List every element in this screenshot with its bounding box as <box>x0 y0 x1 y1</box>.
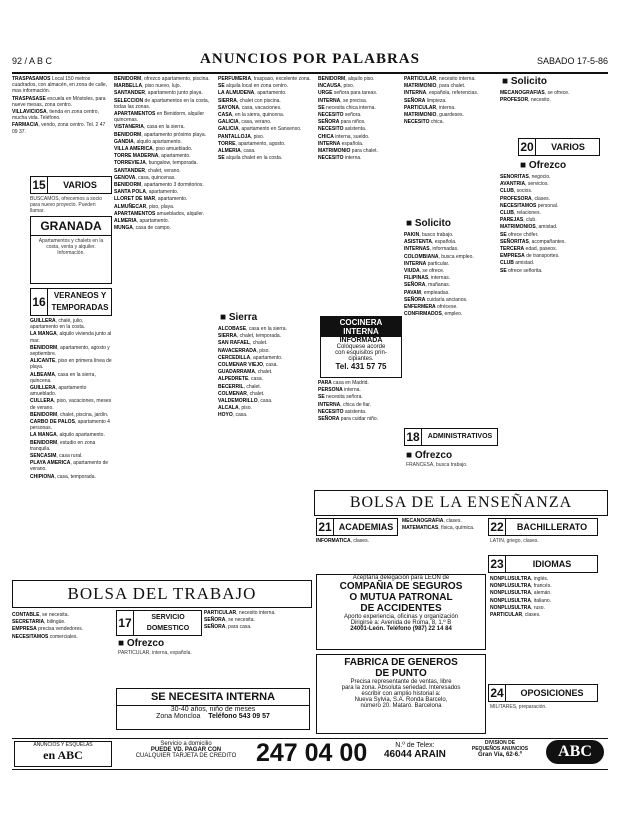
subhead-ofrezco-1: ■ Ofrezco <box>406 450 452 461</box>
section-number: 24 <box>489 685 506 701</box>
section-label: VERANEOS Y TEMPORADAS <box>51 291 109 312</box>
section-number: 22 <box>489 519 506 535</box>
ad-cocinera-line1: INFORMADA <box>339 337 383 344</box>
page-footer <box>12 738 608 770</box>
academias-text: INFORMATICA, clases. <box>316 538 369 544</box>
column-4: BENIDORM, alquilo piso. INCAUSA, piso. URGE señora para tareas. INTERNA, se precisa. SE necesita chica interna. NECESITO señora. SEÑORA para niños. NECESITO asistenta. CHICA interna, sueldo. INTERNA española. MATRIMONIO para chalet. NECESITO interna. <box>318 76 378 162</box>
footer-phone: 247 04 00 <box>256 739 368 767</box>
page-date: SABADO 17-5-86 <box>536 56 608 66</box>
mecanografia-text: MECANOGRAFIA, clases. MATEMATICAS, física, química. <box>402 518 475 532</box>
subhead-solicito-2: ■ Solicito <box>502 76 547 87</box>
column-5-lower: PAKIN, busco trabajo. ASISTENTA, española. INTERNAS, informadas. COLOMBIANA, busca empleo. INTERNA particular. VIUDA, se ofrece. FILIPINAS, internas. SEÑORA, mañanas. PAVAM, empleadas. SEÑORA cuidaría ancianos. ENFERMERA ofrécese. CONFIRMADOS, empleo. <box>404 232 474 318</box>
section-label: ADMINISTRATIVOS <box>427 433 493 440</box>
ad-cocinera <box>320 316 402 378</box>
section-21-academias <box>316 518 398 536</box>
ad-text-block: BUSCAMOS, ofrecemos a socio para nuevo proyecto. Pueden llamar. <box>30 196 102 214</box>
section-22-bachillerato <box>488 518 598 536</box>
page-header <box>12 50 608 74</box>
column-2: BENIDORM, ofrezco apartamento, piscina. MARBELLA, piso nuevo, lujo. SANTANDER, apartamento junto playa. SELECCION de apartamentos en la costa, todas las zonas. APARTAMENTOS en Benidorm, alquiler quincenas. VISTANERIA, casa en la sierra. BENIDORM, apartamento próximo playa. GANDIA, alquilo apartamento. VILLA AMERICA, piso amueblado. TORRE MADERNA, apartamento. TORREVIEJA, bungalow, temporada. SANTANDER, chalet, verano. GENOVA, casa, quincenas. BENIDORM, apartamento 3 dormitorios. SANTA POLA, apartamento. LLORET DE MAR, apartamento. ALMUÑECAR, piso, playa. APARTAMENTOS amueblados, alquiler. ALMERIA, apartamento. MUNGA, casa de campo. <box>114 76 210 232</box>
ad-cocinera-line4: cipiantes. <box>348 356 374 362</box>
column-1: TRASPASAMOS Local 150 metros cuadrados, con almacén, en zona de calle, mas información. TRASPASASE escuela en Móstoles, para nueve mesas, zona centro. VILLAVICIOSA, tienda en zona centro, mucha vida. Teléfono. FARMACIA, vendo, zona centro. Tel. 2 47 09 37. <box>12 76 108 135</box>
section-18-administrativos <box>404 428 498 446</box>
column-6-lower: SEÑORITAS, negocio. AVANTRIA, servicios. CLUB, socios. PROFESORA, clases. NECESITAMOS personal. CLUB, relaciones. PAREJAS, club. MATRIMONIOS, amistad. SE ofrece chófer. SEÑORITAS, acompañantes. TERCERA edad, paseos. EMPRESA de transportes. CLUB amistad. SE ofrece señorita. <box>500 174 566 274</box>
ad-cocinera-line3: con esquisitos prin- <box>335 350 387 356</box>
idiomas-text: NONPLUSULTRA, inglés. NONPLUSULTRA, francés. NONPLUSULTRA, alemán. NONPLUSULTRA, italiano. NONPLUSULTRA, ruso. PARTICULAR, clases. <box>490 576 552 619</box>
ad-mutua: Aceptaría delegación para LEON de COMPAÑIA DE SEGUROS O MUTUA PATRONAL DE ACCIDENTES Aporto experiencia, oficinas y organización Dirigirse a: Avenida de Roma, 8, 1.º B 24001-León. Teléfono (987) 22 14 84 <box>316 574 486 650</box>
subhead-ofrezco-3: ■ Ofrezco <box>118 638 164 649</box>
ad-secretaria: SE NECESITA INTERNA 30-40 años, niño de meses Zona Moncloa Teléfono 543 09 57 <box>116 688 310 730</box>
footer-middle: Servicio a domicilio PUEDE VD. PAGAR CON CUALQUIER TARJETA DE CREDITO <box>135 741 237 759</box>
ad-fabrica: FABRICA DE GENEROS DE PUNTO Precisa representante de ventas, libre para la zona. Absoluta seriedad. Interesados escribir con amplio historial a: Nueva Sylvia, S.A. Ronda Barcelo, número 20. Mataró. Barcelona <box>316 654 486 734</box>
ad-cocinera-title: COCINERA INTERNA <box>321 317 401 337</box>
section-number: 16 <box>31 289 48 315</box>
banner-bolsa-ensenanza: BOLSA DE LA ENSEÑANZA <box>314 490 608 516</box>
page-number: 92 / A B C <box>12 56 53 66</box>
ad-granada: GRANADA Apartamentos y chalets en la costa, venta y alquiler. Información. <box>30 216 112 284</box>
section-label: OPOSICIONES <box>520 688 584 698</box>
ad-cocinera-line2: Colóquese acorde <box>336 344 386 350</box>
column-5: PARTICULAR, necesito interna. MATRIMONIO, para chalet. INTERNA, española, referencias. SEÑORA limpieza. PARTICULAR, interna. MATRIMONIO, guardeses. NECESITO chica. <box>404 76 479 126</box>
column-1-lower: GUILLERA, chalé, julio, apartamento en la costa. LA MANGA, alquilo vivienda junto al mar. BENIDORM, apartamento, agosto y septiembre. ALICANTE, piso en primera línea de playa. ALBEAMA, casa en la sierra, quincena. GUILLERA, apartamento amueblado. CULLERA, piso, vacaciones, meses de verano. BENIDORM, chalet, piscina, jardín. CARBO DE PALOS, apartamento 4 personas. LA MANGA, alquilo apartamento. BENIDORM, estudio en zona tranquila. SENCASIM, casa rural. PLAYA AMERICA, apartamento de verano. CHIPIONA, casa, temporada. <box>30 318 112 480</box>
section-number: 17 <box>117 611 134 635</box>
section-number: 20 <box>519 139 536 155</box>
subhead-ofrezco-2: ■ Ofrezco <box>520 160 566 171</box>
footer-telex: N.º de Telex: 46044 ARAIN <box>384 742 446 760</box>
section-23-idiomas <box>488 555 598 573</box>
subhead-sierra: ■ Sierra <box>220 312 257 323</box>
section-17-servicio-domestico <box>116 610 202 636</box>
section-number: 21 <box>317 519 334 535</box>
section-label: BACHILLERATO <box>516 522 588 532</box>
section-15-varios <box>30 176 112 194</box>
section-24-oposiciones <box>488 684 598 702</box>
section-number: 23 <box>489 556 506 572</box>
trabajo-col-2: PARTICULAR, necesito interna. SEÑORA, se necesita. SEÑORA, para casa. <box>204 610 276 631</box>
section-label: ACADEMIAS <box>338 522 394 532</box>
ad-cocinera-phone: Tel. 431 57 75 <box>335 362 387 371</box>
section-20-varios <box>518 138 600 156</box>
page-title: ANUNCIOS POR PALABRAS <box>200 51 420 67</box>
column-4-lower: PARA casa en Madrid. PERSONA interna. SE necesita señora. INTERNA, chica de fiar. NECESITO asistenta. SEÑORA para cuidar niño. <box>318 380 379 423</box>
section-number: 18 <box>405 429 422 445</box>
column-6: MECANOGRAFIAS, se ofrece. PROFESOR, necesito. <box>500 90 570 104</box>
section-label: VARIOS <box>551 142 585 152</box>
trabajo-col-1: CONTABLE, se necesita. SECRETARIA, bilingüe. EMPRESA precisa vendedores. NECESITAMOS comerciales. <box>12 612 84 640</box>
footer-division: DIVISION DE PEQUEÑOS ANUNCIOS Gran Vía, 62-6.º <box>471 740 529 758</box>
section-label: SERVICIO DOMESTICO <box>146 614 190 632</box>
section-number: 15 <box>31 177 48 193</box>
footer-left: ANUNCIOS Y ESQUELAS en ABC <box>14 741 112 767</box>
subhead-solicito-1: ■ Solicito <box>406 218 451 229</box>
banner-bolsa-trabajo: BOLSA DEL TRABAJO <box>12 580 312 608</box>
section-label: IDIOMAS <box>532 559 572 569</box>
column-3-lower: ALCOBASE, casa en la sierra. SIERRA, chalet, temporada. SAN RAFAEL, chalet. NAVACERRADA, piso. CERCEDILLA, apartamento. COLMENAR VIEJO, casa. GUADARRAMA, chalet. ALPEDRETE, casa. BECERRIL, chalet. COLMENAR, chalet. VALDEMORILLO, casa. ALCALA, piso. HOYO, casa. <box>218 326 287 419</box>
footer-logo: ABC <box>546 740 604 764</box>
section-16-veraneos <box>30 288 112 316</box>
section-label: VARIOS <box>63 180 97 190</box>
ad-granada-title: GRANADA <box>31 217 111 236</box>
column-3: PERFUMERIA, traspaso, excelente zona. SE alquila local en zona centro. LA ALMUDENA, apartamento. SIERRA, chalet con piscina. SAYONA, casa, vacaciones. CASA, en la sierra, quincena. GALICIA, casa, verano. GALICIA, apartamento en Sanxenxo. PANTALLOJA, piso. TORRE, apartamento, agosto. ALMERIA, casa. SE alquila chalet en la costa. <box>218 76 311 162</box>
